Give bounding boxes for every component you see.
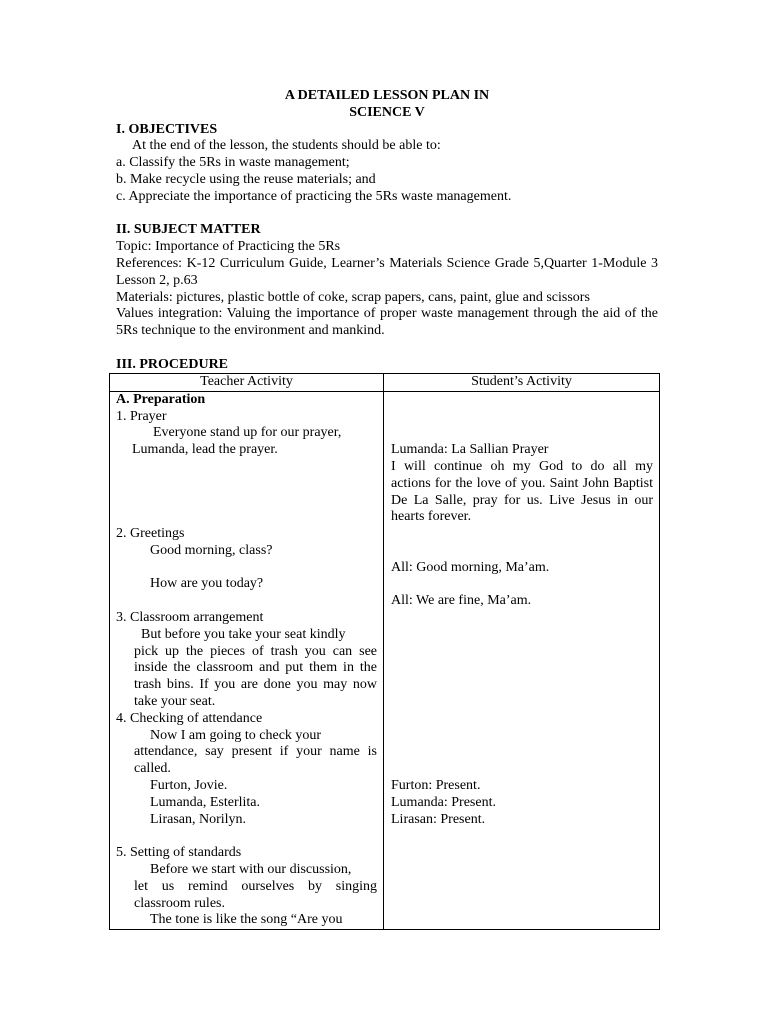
greetings-response: All: Good morning, Ma’am.	[391, 559, 550, 575]
standards-text: let us remind ourselves by singing classroom rules.	[134, 878, 377, 911]
procedure-heading: III. PROCEDURE	[116, 356, 229, 372]
greetings-line: Good morning, class?	[150, 542, 273, 558]
attendance-response: Furton: Present.	[391, 778, 481, 794]
table-header-row	[110, 374, 660, 392]
prayer-instruction: Everyone stand up for our prayer,	[153, 425, 342, 441]
title-line-1: A DETAILED LESSON PLAN IN	[284, 88, 490, 103]
lesson-plan-page	[116, 88, 658, 374]
objectives-intro: At the end of the lesson, the students should be able to:	[132, 138, 441, 154]
attendance-label: 4. Checking of attendance	[116, 710, 263, 726]
attendance-text: attendance, say present if your name is called.	[134, 744, 377, 777]
title-line-2: SCIENCE V	[349, 104, 425, 120]
prayer-label: 1. Prayer	[116, 408, 167, 424]
attendance-first-line: Now I am going to check your	[150, 727, 322, 743]
attendance-name: Furton, Jovie.	[150, 777, 228, 793]
values-line: Values integration: Valuing the importance of proper waste management through the aid of the 5Rs technique to the environment and mankind.	[116, 306, 658, 339]
student-activity-cell	[384, 391, 660, 929]
table-row	[110, 391, 660, 929]
arrangement-label: 3. Classroom arrangement	[116, 609, 264, 625]
references-line: References: K-12 Curriculum Guide, Learner’s Materials Science Grade 5,Quarter 1-Module 3 Lesson 2, p.63	[116, 255, 658, 288]
standards-label: 5. Setting of standards	[116, 845, 242, 861]
document-title	[116, 88, 658, 122]
objective-item: c. Appreciate the importance of practicing the 5Rs waste management.	[116, 188, 512, 204]
procedure-table	[109, 373, 660, 930]
arrangement-first-line: But before you take your seat kindly	[141, 626, 346, 642]
teacher-activity-cell	[110, 391, 384, 929]
header-student-activity: Student’s Activity	[384, 374, 660, 392]
objective-item: b. Make recycle using the reuse materials; and	[116, 171, 376, 187]
attendance-name: Lirasan, Norilyn.	[150, 811, 247, 827]
attendance-response: Lirasan: Present.	[391, 811, 486, 827]
materials-line: Materials: pictures, plastic bottle of coke, scrap papers, cans, paint, glue and scissors	[116, 289, 590, 305]
standards-first-line: Before we start with our discussion,	[150, 861, 352, 877]
objective-item: a. Classify the 5Rs in waste management;	[116, 155, 350, 171]
prayer-leader: Lumanda, lead the prayer.	[132, 442, 278, 458]
objectives-heading: I. OBJECTIVES	[116, 121, 218, 137]
preparation-heading: A. Preparation	[116, 391, 206, 407]
arrangement-text: pick up the pieces of trash you can see inside the classroom and put them in the trash bins. If you are done you may now take your seat.	[134, 643, 377, 709]
subject-matter-heading: II. SUBJECT MATTER	[116, 222, 261, 238]
attendance-response: Lumanda: Present.	[391, 794, 496, 810]
attendance-name: Lumanda, Esterlita.	[150, 794, 261, 810]
prayer-response-text: I will continue oh my God to do all my actions for the love of you. Saint John Baptist De La Salle, pray for us. Live Jesus in our hearts forever.	[391, 458, 653, 525]
header-teacher-activity: Teacher Activity	[110, 374, 384, 392]
tone-line: The tone is like the song “Are you	[150, 912, 343, 928]
greetings-line: How are you today?	[150, 576, 264, 592]
greetings-label: 2. Greetings	[116, 525, 185, 541]
prayer-response-title: Lumanda: La Sallian Prayer	[391, 442, 549, 458]
greetings-response: All: We are fine, Ma’am.	[391, 593, 532, 609]
topic-line: Topic: Importance of Practicing the 5Rs	[116, 239, 341, 255]
